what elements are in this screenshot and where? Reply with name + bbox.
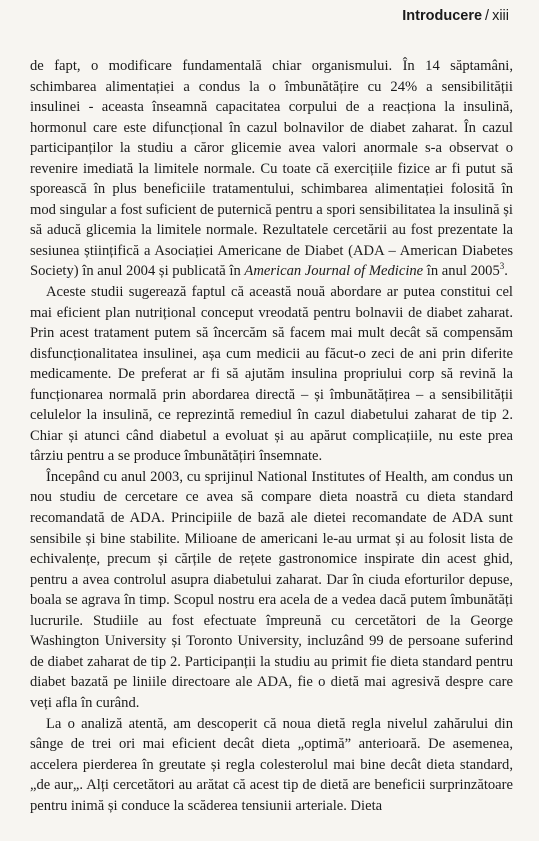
running-head: [402, 8, 509, 24]
journal-title: American Journal of Medicine: [244, 263, 424, 280]
page-number: xiii: [492, 8, 509, 24]
paragraph-3: Începând cu anul 2003, cu sprijinul National Institutes of Health, am condus un nou studiu de cercetare ce avea să compare dieta noastră cu dieta standard recomandată de ADA. Principiile de bază ale dietei recomandate de ADA sunt sensibile și bine stabilite. Milioane de americani le-au urmat și au folosit lista de echivalențe, precum și cărțile de rețete gastronomice inspirate din acest ghid, pentru a avea controlul asupra diabetului zaharat. Dar în ciuda eforturilor depuse, boala se agrava în timp. Scopul nostru era acela de a vedea dacă putem îmbunătăți lucrurile. Studiile au fost efectuate împreună cu cercetători de la George Washington University și Toronto University, incluzând 99 de persoane suferind de diabet zaharat de tip 2. Participanții la studiu au primit fie dieta standard pentru diabet bazată pe liniile directoare ale ADA, fie o dietă mai agresivă despre care veți afla în curând.: [30, 468, 513, 711]
paragraph-1-text: de fapt, o modificare fundamentală chiar organismului. În 14 săptamâni, schimbarea alimentației a condus la o îmbunătățire cu 24% a sensibilității insulinei - aceasta înseamnă capacitatea corpului de a reacționa la insulină, hormonul care este difuncțional în cazul bolnavilor de diabet zaharat. În cazul participanților la studiu a căror glicemie avea valori anormale s-a observat o revenire imediată la limitele normale. Cu toate că exercițiile fizice ar fi putut să sporească în plus beneficiile tratamentului, schimbarea alimentației folosită în mod singular a fost suficient de puternică pentru a spori sensibilitatea la insulină și să aducă glicemia la limitele normale. Rezultatele cercetării au fost prezentate la sesiunea științifică a Asociației Americane de Diabet (ADA – American Diabetes Society) în anul 2004 și publicată în: [30, 58, 513, 280]
body-text: [30, 56, 513, 816]
running-head-separator: /: [485, 8, 490, 24]
section-title: Introducere: [402, 8, 483, 24]
paragraph-1: [30, 56, 513, 282]
paragraph-4: La o analiză atentă, am descoperit că noua dietă regla nivelul zahărului din sânge de trei ori mai eficient decât dieta „optimă” anterioară. De asemenea, accelera pierderea în greutate și regla colesterolul mai bine decât dieta standard, „de aur„. Alți cercetători au arătat că acest tip de dietă are beneficii surprinzătoare pentru inimă și conduce la scăderea tensiunii arteriale. Dieta: [30, 715, 513, 814]
paragraph-2: Aceste studii sugerează faptul că această nouă abordare ar putea constitui cel mai eficient plan nutrițional conceput vreodată pentru bolnavii de diabet zaharat. Prin acest tratament putem să încercăm să facem mai mult decât să compensăm disfuncționalitatea insulinei, așa cum medicii au făcut-o zeci de ani prin diferite medicamente. De preferat ar fi să ajutăm insulina propriului corp să revină la funcționarea normală prin abordarea directă – și îmbunătățirea – a sensibilității celulelor la insulină, ce reprezintă remediul în cazul diabetului zaharat de tip 2. Chiar și atunci când diabetul a evoluat și au apărut complicațiile, nu este prea târziu pentru a se produce îmbunătățiri însemnate.: [30, 284, 513, 465]
footnote-marker: 3: [499, 261, 505, 272]
paragraph-1-tail: în anul 2005: [423, 263, 500, 280]
paragraph-1-end: .: [504, 263, 508, 280]
